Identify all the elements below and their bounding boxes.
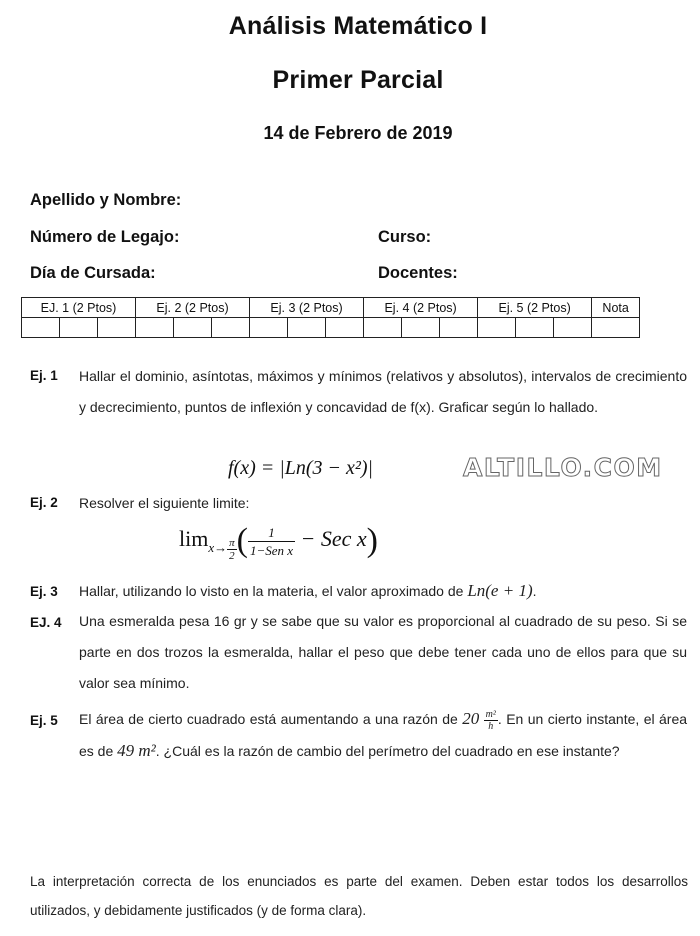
exercise-3-end: . — [532, 583, 537, 599]
grades-score-row — [22, 318, 640, 338]
score-cell[interactable] — [98, 318, 136, 338]
limit-operator: lim — [179, 526, 209, 552]
exam-date: 14 de Febrero de 2019 — [263, 123, 453, 143]
limit-fraction-num: 1 — [248, 524, 295, 542]
limit-subscript-num: π — [229, 536, 235, 549]
limit-subscript-den: 2 — [229, 549, 235, 562]
watermark: ALTILLO.COM — [463, 453, 663, 482]
exercise-1-text: Hallar el dominio, asíntotas, máximos y mínimos (relativos y absolutos), intervalos de crecimiento y decrecimiento, puntos de inflexión y concavidad de f(x). Graficar según lo hallado. — [79, 368, 687, 415]
score-cell[interactable] — [364, 318, 402, 338]
exercise-3-body: Hallar, utilizando lo visto en la materia, el valor aproximado de — [79, 583, 468, 599]
score-cell[interactable] — [212, 318, 250, 338]
limit-fraction-den: 1−Sen x — [249, 542, 294, 558]
score-cell[interactable] — [174, 318, 212, 338]
exercise-5-area: 49 m² — [117, 741, 156, 760]
exercise-4-text: Una esmeralda pesa 16 gr y se sabe que su valor es proporcional al cuadrado de su peso. Si se parte en dos trozos la esmeralda, hallar el peso que debe tener cada uno de ellos para que su valor sea mínimo. — [79, 613, 687, 691]
score-cell[interactable] — [554, 318, 592, 338]
exam-title: Primer Parcial — [272, 66, 444, 94]
exercise-5-text-c: . ¿Cuál es la razón de cambio del perímetro del cuadrado en ese instante? — [155, 743, 620, 759]
exercise-3-label: Ej. 3 — [30, 584, 58, 599]
grades-header-ej5: Ej. 5 (2 Ptos) — [478, 298, 592, 318]
exercise-5-text — [79, 703, 687, 767]
score-cell[interactable] — [516, 318, 554, 338]
exercise-2-label: Ej. 2 — [30, 495, 58, 510]
exercise-2-text: Resolver el siguiente limite: — [79, 495, 250, 511]
exercise-2-formula: $\lim_{x\to \frac{\pi}{2}}$ ( $\frac{1}{\text{1−Sen x}}$ − Sec x) — [179, 522, 378, 562]
score-cell[interactable] — [440, 318, 478, 338]
grades-header-ej4: Ej. 4 (2 Ptos) — [364, 298, 478, 318]
legajo-field-label: Número de Legajo: — [30, 228, 180, 246]
limit-tail: − Sec x — [300, 526, 367, 552]
course-title: Análisis Matemático I — [228, 12, 488, 40]
exercise-3-math: Ln(e + 1) — [467, 581, 533, 600]
exercise-5-text-a: El área de cierto cuadrado está aumentando a una razón de — [79, 711, 463, 727]
grades-header-nota: Nota — [592, 298, 640, 318]
score-cell[interactable] — [22, 318, 60, 338]
exercise-5-label: Ej. 5 — [30, 713, 58, 728]
grades-header-row — [22, 298, 640, 318]
exercise-1-label: Ej. 1 — [30, 368, 58, 383]
exercise-3-text — [79, 575, 687, 607]
score-cell[interactable] — [402, 318, 440, 338]
limit-subscript: x→ — [208, 540, 228, 556]
exercise-5-text-b: . En un cierto instante, el área es de — [79, 711, 688, 759]
grades-table — [21, 297, 640, 338]
grades-header-ej3: Ej. 3 (2 Ptos) — [250, 298, 364, 318]
score-cell[interactable] — [136, 318, 174, 338]
footer-note: La interpretación correcta de los enunciados es parte del examen. Deben estar todos los desarrollos utilizados, y debidamente justificados (y de forma clara). — [30, 874, 688, 918]
nota-cell[interactable] — [592, 318, 640, 338]
score-cell[interactable] — [326, 318, 364, 338]
score-cell[interactable] — [288, 318, 326, 338]
score-cell[interactable] — [60, 318, 98, 338]
curso-field-label: Curso: — [378, 228, 432, 246]
dia-field-label: Día de Cursada: — [30, 264, 156, 282]
score-cell[interactable] — [478, 318, 516, 338]
docentes-field-label: Docentes: — [378, 264, 458, 282]
name-field-label: Apellido y Nombre: — [30, 191, 182, 209]
score-cell[interactable] — [250, 318, 288, 338]
exercise-5-rate: 20 — [462, 709, 480, 728]
grades-header-ej1: EJ. 1 (2 Ptos) — [22, 298, 136, 318]
exercise-5-rate-num: m² — [485, 708, 496, 720]
exercise-5-rate-den: h — [488, 720, 494, 732]
exercise-4-label: EJ. 4 — [30, 615, 62, 630]
exercise-1-formula: f(x) = |Ln(3 − x²)| — [228, 457, 374, 479]
grades-header-ej2: Ej. 2 (2 Ptos) — [136, 298, 250, 318]
